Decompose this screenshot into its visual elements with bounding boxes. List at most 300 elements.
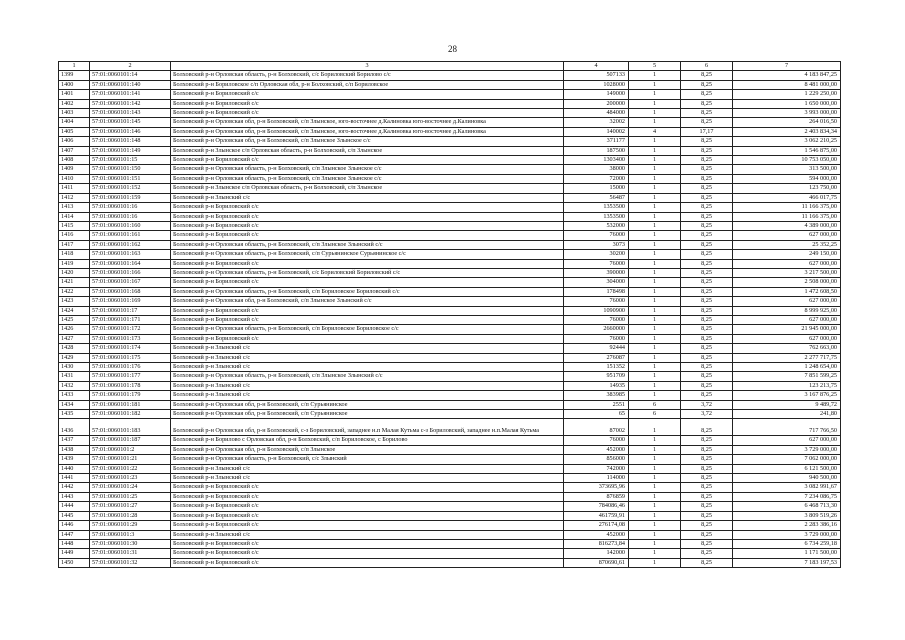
category-cell: 1 <box>629 184 681 193</box>
rate-cell: 8,25 <box>681 474 733 483</box>
column-header: 1 <box>59 62 90 71</box>
category-cell: 1 <box>629 221 681 230</box>
cadastral-number: 57:01:0060101:17 <box>90 306 171 315</box>
area-cell: 452000 <box>564 530 629 539</box>
cadastral-value-cell: 6 734 259,18 <box>733 539 841 548</box>
cadastral-value-cell: 6 468 713,30 <box>733 502 841 511</box>
cadastral-number: 57:01:0060101:16 <box>90 212 171 221</box>
table-row <box>59 278 841 287</box>
table-row <box>59 315 841 324</box>
page-number: 28 <box>448 44 457 54</box>
category-cell: 1 <box>629 203 681 212</box>
area-cell: 76000 <box>564 231 629 240</box>
address-cell: Болховский р-н Орловская обл, р-н Болховский, с/п Злынское, юго-восточнее д.Калиновка юго-восточнее д.Калиновка <box>171 127 564 136</box>
address-cell: Болховский р-н Злынский с/с <box>171 474 564 483</box>
category-cell: 1 <box>629 353 681 362</box>
cadastral-number: 57:01:0060101:167 <box>90 278 171 287</box>
cadastral-value-cell: 1 650 000,00 <box>733 99 841 108</box>
category-cell: 1 <box>629 492 681 501</box>
cadastral-value-cell: 4 183 847,25 <box>733 71 841 80</box>
cadastral-number: 57:01:0060101:178 <box>90 381 171 390</box>
row-number: 1404 <box>59 118 90 127</box>
rate-cell: 8,25 <box>681 539 733 548</box>
area-cell: 461759,91 <box>564 511 629 520</box>
address-cell: Болховский р-н Бориловский с/с <box>171 203 564 212</box>
row-number: 1401 <box>59 90 90 99</box>
category-cell: 1 <box>629 391 681 400</box>
table-row <box>59 325 841 334</box>
address-cell: Болховский р-н Бориловский с/с <box>171 99 564 108</box>
cadastral-number: 57:01:0060101:32 <box>90 558 171 567</box>
row-number: 1425 <box>59 315 90 324</box>
rate-cell: 8,25 <box>681 156 733 165</box>
table-row <box>59 297 841 306</box>
row-number: 1436 <box>59 419 90 436</box>
cadastral-value-cell: 762 663,00 <box>733 344 841 353</box>
row-number: 1429 <box>59 353 90 362</box>
cadastral-value-cell: 1 229 250,00 <box>733 90 841 99</box>
cadastral-value-cell: 2 508 000,00 <box>733 278 841 287</box>
cadastral-number: 57:01:0060101:149 <box>90 146 171 155</box>
area-cell: 15000 <box>564 184 629 193</box>
category-cell: 1 <box>629 502 681 511</box>
cadastral-number: 57:01:0060101:148 <box>90 137 171 146</box>
area-cell: 1303400 <box>564 156 629 165</box>
address-cell: Болховский р-н Орловская обл, р-н Болховский, с/п Злынское <box>171 445 564 454</box>
category-cell: 1 <box>629 268 681 277</box>
table-body <box>59 71 841 568</box>
cadastral-value-cell: 7 183 197,53 <box>733 558 841 567</box>
table-row <box>59 287 841 296</box>
address-cell: Болховский р-н Бориловский с/с <box>171 549 564 558</box>
rate-cell: 8,25 <box>681 363 733 372</box>
cadastral-number: 57:01:0060101:173 <box>90 334 171 343</box>
cadastral-number: 57:01:0060101:142 <box>90 99 171 108</box>
address-cell: Болховский р-н Орловская область, р-н Болховский, с/п Злынское Злынский с/с <box>171 240 564 249</box>
rate-cell: 3,72 <box>681 410 733 419</box>
category-cell: 1 <box>629 80 681 89</box>
table-row <box>59 306 841 315</box>
cadastral-value-cell: 1 472 608,50 <box>733 287 841 296</box>
table-row <box>59 259 841 268</box>
cadastral-value-cell: 1 248 654,00 <box>733 363 841 372</box>
area-cell: 1353500 <box>564 203 629 212</box>
cadastral-number: 57:01:0060101:174 <box>90 344 171 353</box>
rate-cell: 8,25 <box>681 165 733 174</box>
row-number: 1415 <box>59 221 90 230</box>
cadastral-number: 57:01:0060101:16 <box>90 203 171 212</box>
row-number: 1423 <box>59 297 90 306</box>
rate-cell: 8,25 <box>681 240 733 249</box>
cadastral-value-cell: 940 500,00 <box>733 474 841 483</box>
cadastral-value-cell: 627 000,00 <box>733 297 841 306</box>
category-cell: 1 <box>629 306 681 315</box>
rate-cell: 8,25 <box>681 174 733 183</box>
rate-cell: 8,25 <box>681 372 733 381</box>
table-row <box>59 212 841 221</box>
rate-cell: 8,25 <box>681 483 733 492</box>
row-number: 1403 <box>59 109 90 118</box>
row-number: 1445 <box>59 511 90 520</box>
row-number: 1424 <box>59 306 90 315</box>
cadastral-value-cell: 3 062 210,25 <box>733 137 841 146</box>
area-cell: 149000 <box>564 90 629 99</box>
address-cell: Болховский р-н Борилово с Орловская обл, р-н Болховский, с/п Бориловское, с Борилово <box>171 436 564 445</box>
cadastral-value-cell: 3 729 000,00 <box>733 445 841 454</box>
area-cell: 14935 <box>564 381 629 390</box>
area-cell: 76000 <box>564 259 629 268</box>
cadastral-value-cell: 2 283 386,16 <box>733 521 841 530</box>
row-number: 1406 <box>59 137 90 146</box>
cadastral-value-cell: 466 017,75 <box>733 193 841 202</box>
category-cell: 1 <box>629 539 681 548</box>
table-row <box>59 455 841 464</box>
table-row <box>59 474 841 483</box>
table-row <box>59 174 841 183</box>
area-cell: 2551 <box>564 400 629 409</box>
address-cell: Болховский р-н Орловская область, р-н Болховский, с/с Бориловский Борилово с/с <box>171 71 564 80</box>
cadastral-number: 57:01:0060101:179 <box>90 391 171 400</box>
rate-cell: 8,25 <box>681 250 733 259</box>
rate-cell: 8,25 <box>681 419 733 436</box>
address-cell: Болховский р-н Бориловский с/с <box>171 558 564 567</box>
rate-cell: 3,72 <box>681 400 733 409</box>
cadastral-number: 57:01:0060101:152 <box>90 184 171 193</box>
category-cell: 4 <box>629 127 681 136</box>
rate-cell: 8,25 <box>681 80 733 89</box>
address-cell: Болховский р-н Орловская область, р-н Болховский, с/п Злынское Злынское с/с <box>171 174 564 183</box>
table-row <box>59 193 841 202</box>
table-row <box>59 184 841 193</box>
area-cell: 178498 <box>564 287 629 296</box>
row-number: 1400 <box>59 80 90 89</box>
rate-cell: 8,25 <box>681 118 733 127</box>
category-cell: 1 <box>629 372 681 381</box>
address-cell: Болховский р-н Орловская область, р-н Болховский, с/п Злынское Злынское с/с <box>171 165 564 174</box>
category-cell: 1 <box>629 445 681 454</box>
cadastral-number: 57:01:0060101:27 <box>90 502 171 511</box>
cadastral-number: 57:01:0060101:150 <box>90 165 171 174</box>
table-row <box>59 250 841 259</box>
category-cell: 1 <box>629 278 681 287</box>
rate-cell: 8,25 <box>681 259 733 268</box>
row-number: 1428 <box>59 344 90 353</box>
cadastral-value-cell: 9 489,72 <box>733 400 841 409</box>
table-row <box>59 549 841 558</box>
address-cell: Болховский р-н Орловская обл, р-н Болховский, с/п Злынское Злынское с/с <box>171 137 564 146</box>
area-cell: 142000 <box>564 549 629 558</box>
address-cell: Болховский р-н Бориловский с/с <box>171 492 564 501</box>
cadastral-value-cell: 3 217 500,00 <box>733 268 841 277</box>
address-cell: Болховский р-н Бориловский с/с <box>171 90 564 99</box>
address-cell: Болховский р-н Орловская область, р-н Болховский, с/с Злынский <box>171 455 564 464</box>
area-cell: 32002 <box>564 118 629 127</box>
table-row <box>59 71 841 80</box>
cadastral-value-cell: 3 167 876,25 <box>733 391 841 400</box>
address-cell: Болховский р-н Злынский с/с <box>171 391 564 400</box>
area-cell: 276087 <box>564 353 629 362</box>
area-cell: 870690,61 <box>564 558 629 567</box>
table-row <box>59 539 841 548</box>
address-cell: Болховский р-н Орловская обл, р-н Болховский, с/п Сурьянинское <box>171 410 564 419</box>
rate-cell: 8,25 <box>681 90 733 99</box>
category-cell: 1 <box>629 455 681 464</box>
table-row <box>59 558 841 567</box>
rate-cell: 8,25 <box>681 212 733 221</box>
cadastral-number: 57:01:0060101:25 <box>90 492 171 501</box>
cadastral-number: 57:01:0060101:140 <box>90 80 171 89</box>
cadastral-number: 57:01:0060101:151 <box>90 174 171 183</box>
rate-cell: 17,17 <box>681 127 733 136</box>
column-header: 5 <box>629 62 681 71</box>
category-cell: 1 <box>629 315 681 324</box>
area-cell: 816273,84 <box>564 539 629 548</box>
column-header: 2 <box>90 62 171 71</box>
cadastral-number: 57:01:0060101:29 <box>90 521 171 530</box>
rate-cell: 8,25 <box>681 99 733 108</box>
category-cell: 1 <box>629 71 681 80</box>
category-cell: 1 <box>629 174 681 183</box>
table-row <box>59 391 841 400</box>
table-row <box>59 127 841 136</box>
rate-cell: 8,25 <box>681 455 733 464</box>
row-number: 1418 <box>59 250 90 259</box>
area-cell: 72000 <box>564 174 629 183</box>
area-cell: 76000 <box>564 334 629 343</box>
area-cell: 784086,46 <box>564 502 629 511</box>
area-cell: 65 <box>564 410 629 419</box>
rate-cell: 8,25 <box>681 492 733 501</box>
address-cell: Болховский р-н Орловская обл, р-н Болховский, с/п Злынское, юго-восточнее д.Калиновка юго-восточнее д.Калиновка <box>171 118 564 127</box>
cadastral-number: 57:01:0060101:146 <box>90 127 171 136</box>
cadastral-value-cell: 594 000,00 <box>733 174 841 183</box>
address-cell: Болховский р-н Злынский с/с <box>171 344 564 353</box>
cadastral-number: 57:01:0060101:21 <box>90 455 171 464</box>
address-cell: Болховский р-н Орловская обл, р-н Болховский, с/п Сурьянинское <box>171 400 564 409</box>
table-row <box>59 492 841 501</box>
table-row <box>59 530 841 539</box>
area-cell: 371177 <box>564 137 629 146</box>
column-header: 6 <box>681 62 733 71</box>
area-cell: 856000 <box>564 455 629 464</box>
address-cell: Болховский р-н Бориловский с/с <box>171 483 564 492</box>
address-cell: Болховский р-н Бориловский с/с <box>171 221 564 230</box>
row-number: 1405 <box>59 127 90 136</box>
table-row <box>59 231 841 240</box>
table-row <box>59 344 841 353</box>
area-cell: 304000 <box>564 278 629 287</box>
cadastral-number: 57:01:0060101:181 <box>90 400 171 409</box>
cadastral-number: 57:01:0060101:2 <box>90 445 171 454</box>
cadastral-value-cell: 2 403 834,34 <box>733 127 841 136</box>
cadastral-number: 57:01:0060101:15 <box>90 156 171 165</box>
row-number: 1419 <box>59 259 90 268</box>
cadastral-number: 57:01:0060101:22 <box>90 464 171 473</box>
table-row <box>59 410 841 419</box>
row-number: 1438 <box>59 445 90 454</box>
rate-cell: 8,25 <box>681 109 733 118</box>
row-number: 1420 <box>59 268 90 277</box>
cadastral-value-cell: 627 000,00 <box>733 231 841 240</box>
table-row <box>59 483 841 492</box>
category-cell: 1 <box>629 90 681 99</box>
cadastral-value-cell: 3 082 991,67 <box>733 483 841 492</box>
row-number: 1435 <box>59 410 90 419</box>
cadastral-value-cell: 2 277 717,75 <box>733 353 841 362</box>
rate-cell: 8,25 <box>681 221 733 230</box>
row-number: 1411 <box>59 184 90 193</box>
address-cell: Болховский р-н Злынский с/с <box>171 353 564 362</box>
cadastral-value-cell: 1 546 875,00 <box>733 146 841 155</box>
row-number: 1407 <box>59 146 90 155</box>
cadastral-value-cell: 7 234 086,75 <box>733 492 841 501</box>
rate-cell: 8,25 <box>681 193 733 202</box>
category-cell: 1 <box>629 146 681 155</box>
category-cell: 1 <box>629 474 681 483</box>
row-number: 1442 <box>59 483 90 492</box>
address-cell: Болховский р-н Бориловский с/с <box>171 539 564 548</box>
cadastral-number: 57:01:0060101:177 <box>90 372 171 381</box>
row-number: 1430 <box>59 363 90 372</box>
cadastral-value-cell: 25 352,25 <box>733 240 841 249</box>
area-cell: 1090900 <box>564 306 629 315</box>
cadastral-number: 57:01:0060101:162 <box>90 240 171 249</box>
cadastral-value-cell: 8 481 000,00 <box>733 80 841 89</box>
rate-cell: 8,25 <box>681 391 733 400</box>
address-cell: Болховский р-н Бориловский с/с <box>171 315 564 324</box>
category-cell: 1 <box>629 212 681 221</box>
cadastral-value-cell: 3 729 000,00 <box>733 530 841 539</box>
table-row <box>59 334 841 343</box>
address-cell: Болховский р-н Бориловский с/с <box>171 156 564 165</box>
address-cell: Болховский р-н Орловская область, р-н Болховский, с/п Злынское Злынский с/с <box>171 372 564 381</box>
table-row <box>59 203 841 212</box>
category-cell: 1 <box>629 521 681 530</box>
rate-cell: 8,25 <box>681 268 733 277</box>
table-row <box>59 381 841 390</box>
rate-cell: 8,25 <box>681 306 733 315</box>
category-cell: 1 <box>629 287 681 296</box>
area-cell: 1028000 <box>564 80 629 89</box>
row-number: 1431 <box>59 372 90 381</box>
rate-cell: 8,25 <box>681 315 733 324</box>
row-number: 1444 <box>59 502 90 511</box>
row-number: 1439 <box>59 455 90 464</box>
address-cell: Болховский р-н Орловская область, р-н Болховский, с/п Бориловское Бориловский с/с <box>171 287 564 296</box>
category-cell: 1 <box>629 165 681 174</box>
row-number: 1417 <box>59 240 90 249</box>
row-number: 1421 <box>59 278 90 287</box>
row-number: 1432 <box>59 381 90 390</box>
cadastral-number: 57:01:0060101:141 <box>90 90 171 99</box>
cadastral-number: 57:01:0060101:31 <box>90 549 171 558</box>
cadastral-value-cell: 313 500,00 <box>733 165 841 174</box>
cadastral-value-cell: 11 166 375,00 <box>733 203 841 212</box>
rate-cell: 8,25 <box>681 381 733 390</box>
area-cell: 452000 <box>564 445 629 454</box>
cadastral-value-cell: 627 000,00 <box>733 259 841 268</box>
cadastral-value-cell: 11 166 375,00 <box>733 212 841 221</box>
cadastral-value-cell: 7 851 599,25 <box>733 372 841 381</box>
area-cell: 56487 <box>564 193 629 202</box>
table-row <box>59 165 841 174</box>
category-cell: 1 <box>629 530 681 539</box>
category-cell: 1 <box>629 240 681 249</box>
row-number: 1440 <box>59 464 90 473</box>
area-cell: 742000 <box>564 464 629 473</box>
rate-cell: 8,25 <box>681 521 733 530</box>
rate-cell: 8,25 <box>681 511 733 520</box>
row-number: 1427 <box>59 334 90 343</box>
cadastral-number: 57:01:0060101:28 <box>90 511 171 520</box>
cadastral-number: 57:01:0060101:175 <box>90 353 171 362</box>
address-cell: Болховский р-н Орловская область, р-н Болховский, с/с Бориловский Бориловский с/с <box>171 268 564 277</box>
rate-cell: 8,25 <box>681 287 733 296</box>
address-cell: Болховский р-н Бориловский с/с <box>171 259 564 268</box>
cadastral-number: 57:01:0060101:3 <box>90 530 171 539</box>
address-cell: Болховский р-н Злынский с/с <box>171 464 564 473</box>
cadastral-number: 57:01:0060101:160 <box>90 221 171 230</box>
table-row <box>59 502 841 511</box>
column-header: 4 <box>564 62 629 71</box>
row-number: 1414 <box>59 212 90 221</box>
cadastral-value-cell: 4 389 000,00 <box>733 221 841 230</box>
category-cell: 6 <box>629 400 681 409</box>
cadastral-value-cell: 627 000,00 <box>733 315 841 324</box>
rate-cell: 8,25 <box>681 558 733 567</box>
address-cell: Болховский р-н Бориловский с/с <box>171 306 564 315</box>
address-cell: Болховский р-н Орловская обл, р-н Болховский, с/п Злынское Злынский с/с <box>171 297 564 306</box>
cadastral-number: 57:01:0060101:187 <box>90 436 171 445</box>
address-cell: Болховский р-н Злынское с/п Орловская область, р-н Болховский, с/п Злынское <box>171 146 564 155</box>
category-cell: 1 <box>629 363 681 372</box>
area-cell: 140002 <box>564 127 629 136</box>
table-row <box>59 511 841 520</box>
address-cell: Болховский р-н Бориловский с/с <box>171 278 564 287</box>
rate-cell: 8,25 <box>681 334 733 343</box>
row-number: 1402 <box>59 99 90 108</box>
area-cell: 92444 <box>564 344 629 353</box>
category-cell: 1 <box>629 325 681 334</box>
row-number: 1422 <box>59 287 90 296</box>
address-cell: Болховский р-н Бориловский с/с <box>171 521 564 530</box>
table-row <box>59 436 841 445</box>
category-cell: 1 <box>629 381 681 390</box>
cadastral-value-cell: 8 999 925,00 <box>733 306 841 315</box>
address-cell: Болховский р-н Орловская область, р-н Болховский, с/п Бориловское Бориловское с/с <box>171 325 564 334</box>
cadastral-number: 57:01:0060101:166 <box>90 268 171 277</box>
area-cell: 276174,08 <box>564 521 629 530</box>
cadastral-number: 57:01:0060101:23 <box>90 474 171 483</box>
cadastral-value-cell: 241,80 <box>733 410 841 419</box>
table-row <box>59 240 841 249</box>
row-number: 1412 <box>59 193 90 202</box>
rate-cell: 8,25 <box>681 297 733 306</box>
rate-cell: 8,25 <box>681 530 733 539</box>
cadastral-number: 57:01:0060101:164 <box>90 259 171 268</box>
table-row <box>59 118 841 127</box>
row-number: 1433 <box>59 391 90 400</box>
table-row <box>59 137 841 146</box>
table-row <box>59 521 841 530</box>
cadastral-number: 57:01:0060101:182 <box>90 410 171 419</box>
address-cell: Болховский р-н Бориловский с/с <box>171 212 564 221</box>
area-cell: 1353500 <box>564 212 629 221</box>
category-cell: 1 <box>629 156 681 165</box>
row-number: 1441 <box>59 474 90 483</box>
rate-cell: 8,25 <box>681 231 733 240</box>
area-cell: 373695,96 <box>564 483 629 492</box>
